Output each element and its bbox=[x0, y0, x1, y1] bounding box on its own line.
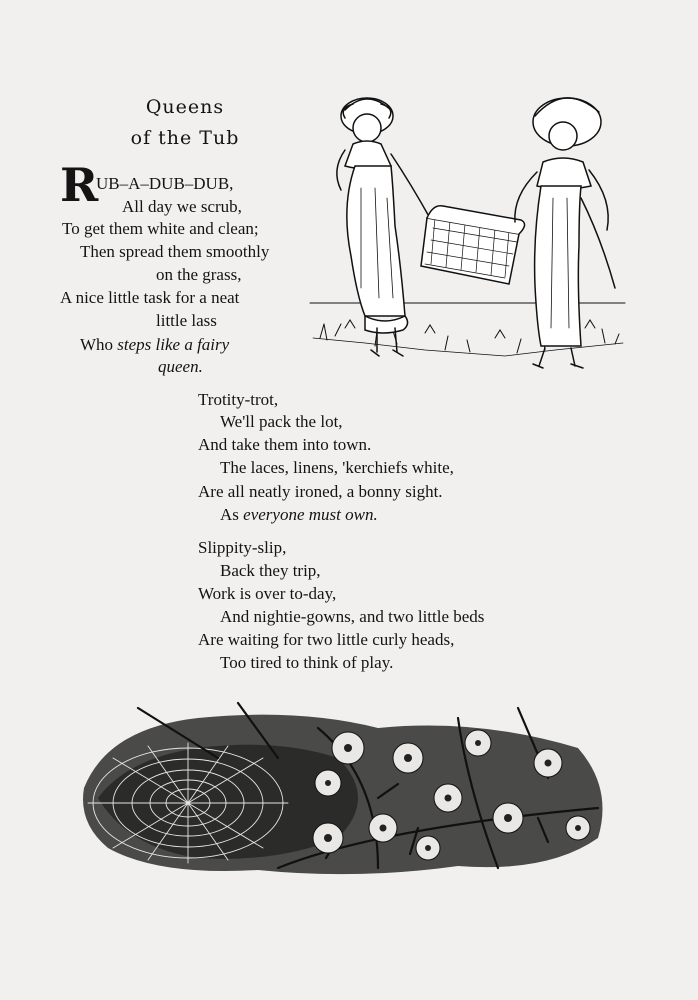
stanza1-line-1: UB–A–DUB–DUB, bbox=[96, 174, 234, 193]
stanza2-line-6 bbox=[220, 505, 378, 525]
as-text: As bbox=[220, 505, 244, 524]
stanza2-line-3: And take them into town. bbox=[198, 435, 372, 454]
stanza3-line-2: Back they trip, bbox=[220, 561, 321, 580]
stanza3-line-3: Work is over to-day, bbox=[198, 584, 337, 603]
stanza1-line-3: To get them white and clean; bbox=[62, 219, 259, 238]
drop-cap: R bbox=[60, 158, 99, 212]
title-line-2: of the Tub bbox=[130, 127, 240, 149]
who-text: Who bbox=[80, 335, 118, 354]
stanza1-line-5: on the grass, bbox=[156, 265, 242, 284]
stanza1-line-6: A nice little task for a neat bbox=[60, 288, 240, 307]
spiderweb-roses-vignette bbox=[78, 688, 618, 888]
who-italic: steps like a fairy bbox=[117, 335, 230, 354]
stanza1-line-7: little lass bbox=[156, 311, 217, 330]
stanza2-line-2: We'll pack the lot, bbox=[220, 412, 343, 431]
girls-basket-illustration bbox=[305, 88, 635, 388]
as-italic: everyone must own. bbox=[243, 505, 378, 524]
stanza2-line-4: The laces, linens, 'kerchiefs white, bbox=[220, 458, 454, 477]
title-line-1: Queens bbox=[145, 96, 225, 118]
poem-title bbox=[100, 92, 270, 154]
stanza3-line-6: Too tired to think of play. bbox=[220, 653, 394, 672]
stanza1-line-8 bbox=[80, 335, 229, 355]
stanza2-line-5: Are all neatly ironed, a bonny sight. bbox=[198, 482, 443, 501]
stanza3-line-5: Are waiting for two little curly heads, bbox=[198, 630, 455, 649]
stanza1-line-9: queen. bbox=[158, 357, 203, 376]
stanza1-line-2: All day we scrub, bbox=[122, 197, 242, 216]
stanza2-line-1: Trotity-trot, bbox=[198, 390, 279, 409]
stanza3-line-4: And nightie-gowns, and two little beds bbox=[220, 607, 485, 626]
stanza1-line-4: Then spread them smoothly bbox=[80, 242, 270, 261]
stanza3-line-1: Slippity-slip, bbox=[198, 538, 287, 557]
